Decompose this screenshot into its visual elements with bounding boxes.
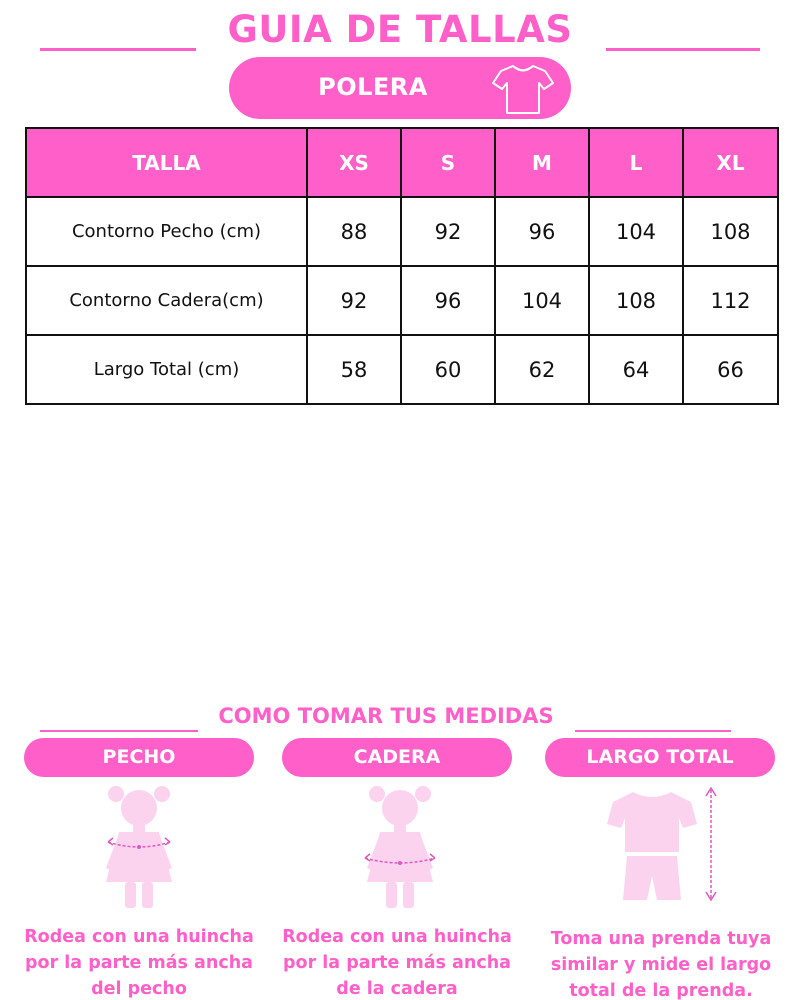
table-cell: 96 bbox=[401, 266, 495, 335]
title-rule-right bbox=[606, 48, 760, 51]
size-table bbox=[25, 127, 779, 405]
table-cell: 64 bbox=[589, 335, 683, 404]
row-label: Largo Total (cm) bbox=[26, 335, 307, 404]
howto-header bbox=[0, 700, 800, 740]
header-cell-size: TALLA bbox=[26, 128, 307, 197]
cadera-pill: CADERA bbox=[282, 738, 512, 777]
garment-badge bbox=[229, 57, 571, 119]
table-cell: 108 bbox=[589, 266, 683, 335]
title-row bbox=[0, 6, 800, 56]
howto-title: COMO TOMAR TUS MEDIDAS bbox=[218, 704, 554, 728]
table-header-row bbox=[26, 128, 778, 197]
pecho-line-2: por la parte más ancha bbox=[25, 953, 253, 973]
cadera-description bbox=[272, 924, 522, 1000]
table-cell: 88 bbox=[307, 197, 401, 266]
largo-total-description bbox=[536, 926, 786, 1000]
row-label: Contorno Pecho (cm) bbox=[26, 197, 307, 266]
cadera-line-2: por la parte más ancha bbox=[283, 953, 511, 973]
table-cell: 96 bbox=[495, 197, 589, 266]
table-cell: 108 bbox=[683, 197, 778, 266]
howto-rule-left bbox=[40, 730, 198, 732]
largo-line-1: Toma una prenda tuya bbox=[550, 929, 772, 949]
header-cell-xs: XS bbox=[307, 128, 401, 197]
largo-line-3: total de la prenda. bbox=[569, 981, 753, 1000]
pecho-line-3: del pecho bbox=[91, 979, 187, 999]
table-cell: 60 bbox=[401, 335, 495, 404]
howto-rule-right bbox=[575, 730, 731, 732]
title-rule-left bbox=[40, 48, 196, 51]
table-cell: 112 bbox=[683, 266, 778, 335]
girl-chest-measure-icon bbox=[94, 782, 184, 912]
table-cell: 92 bbox=[307, 266, 401, 335]
clothes-length-measure-icon bbox=[605, 780, 725, 910]
table-row bbox=[26, 197, 778, 266]
table-cell: 62 bbox=[495, 335, 589, 404]
largo-total-pill: LARGO TOTAL bbox=[545, 738, 775, 777]
page-title: GUIA DE TALLAS bbox=[227, 8, 573, 51]
cadera-line-1: Rodea con una huincha bbox=[282, 927, 512, 947]
tshirt-icon bbox=[491, 61, 555, 117]
header-cell-m: M bbox=[495, 128, 589, 197]
pecho-pill: PECHO bbox=[24, 738, 254, 777]
garment-label: POLERA bbox=[318, 73, 428, 101]
table-cell: 58 bbox=[307, 335, 401, 404]
pecho-description bbox=[14, 924, 264, 1000]
cadera-line-3: de la cadera bbox=[336, 979, 458, 999]
table-cell: 92 bbox=[401, 197, 495, 266]
table-row bbox=[26, 266, 778, 335]
table-cell: 104 bbox=[495, 266, 589, 335]
table-row bbox=[26, 335, 778, 404]
header-cell-xl: XL bbox=[683, 128, 778, 197]
table-cell: 66 bbox=[683, 335, 778, 404]
girl-hip-measure-icon bbox=[355, 782, 445, 912]
header-cell-l: L bbox=[589, 128, 683, 197]
row-label: Contorno Cadera(cm) bbox=[26, 266, 307, 335]
pecho-line-1: Rodea con una huincha bbox=[24, 927, 254, 947]
table-cell: 104 bbox=[589, 197, 683, 266]
header-cell-s: S bbox=[401, 128, 495, 197]
largo-line-2: similar y mide el largo bbox=[550, 955, 772, 975]
